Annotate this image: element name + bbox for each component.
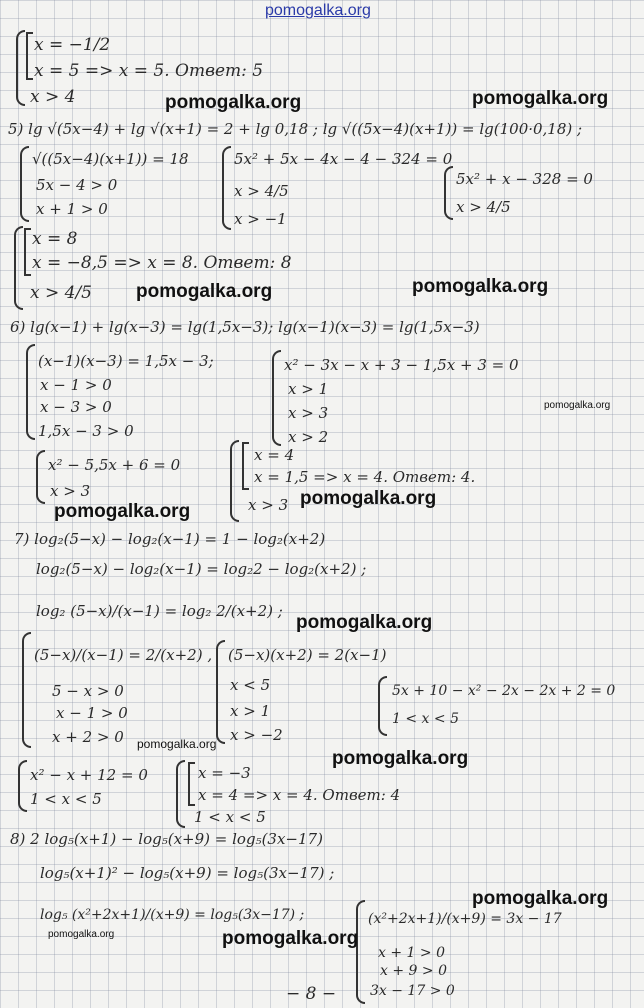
system-brace xyxy=(356,900,365,1004)
watermark: pomogalka.org xyxy=(48,929,115,940)
equation-line: (5−x)/(x−1) = 2/(x+2) , xyxy=(34,646,213,664)
problem-8-statement: 8) 2 log₅(x+1) − log₅(x+9) = log₅(3x−17) xyxy=(10,830,323,848)
equation-line: x > 3 xyxy=(288,404,329,422)
system-brace xyxy=(378,676,387,736)
watermark: pomogalka.org xyxy=(165,92,302,113)
watermark: pomogalka.org xyxy=(544,400,611,411)
equation-line: 5x + 10 − x² − 2x − 2x + 2 = 0 xyxy=(392,683,616,699)
system-brace xyxy=(216,640,225,744)
equation-line: 3x − 17 > 0 xyxy=(370,983,455,999)
system-brace xyxy=(36,450,45,504)
system-brace xyxy=(222,146,231,230)
watermark: pomogalka.org xyxy=(472,888,609,909)
watermark: pomogalka.org xyxy=(137,737,217,751)
page-number: − 8 − xyxy=(286,984,337,1004)
equation-line: 1 < x < 5 xyxy=(30,790,102,808)
watermark: pomogalka.org xyxy=(472,88,609,109)
equation-line: x > 4/5 xyxy=(234,182,289,200)
system-brace xyxy=(444,166,453,220)
equation-line: x − 1 > 0 xyxy=(40,376,112,394)
system-brace xyxy=(26,344,35,440)
equation-line: x = −1/2 xyxy=(34,35,111,55)
equation-line: x > 3 xyxy=(50,482,91,500)
system-brace xyxy=(272,350,281,446)
header-link[interactable]: pomogalka.org xyxy=(265,2,371,19)
equation-line: x > 4/5 xyxy=(30,283,92,303)
equation-line: x = 8 xyxy=(32,229,78,249)
equation-line: 1 < x < 5 xyxy=(392,711,459,727)
problem-7-statement: 7) log₂(5−x) − log₂(x−1) = 1 − log₂(x+2) xyxy=(14,530,326,548)
equation-line: x > 3 xyxy=(248,496,289,514)
equation-line: (x²+2x+1)/(x+9) = 3x − 17 xyxy=(368,911,562,927)
equation-line: x + 1 > 0 xyxy=(378,945,445,961)
equation-line: x² − x + 12 = 0 xyxy=(30,766,148,784)
set-bracket xyxy=(242,442,249,490)
equation-line: (x−1)(x−3) = 1,5x − 3; xyxy=(38,352,214,370)
equation-line: log₂(5−x) − log₂(x−1) = log₂2 − log₂(x+2) ; xyxy=(36,560,367,578)
equation-line: 5x² + 5x − 4x − 4 − 324 = 0 xyxy=(234,150,453,168)
equation-line: (5−x)(x+2) = 2(x−1) xyxy=(228,646,387,664)
system-brace xyxy=(18,760,27,812)
equation-line: log₅(x+1)² − log₅(x+9) = log₅(3x−17) ; xyxy=(40,864,335,882)
set-bracket xyxy=(188,762,195,806)
equation-line: x − 1 > 0 xyxy=(56,704,128,722)
equation-line: x = −8,5 => x = 8. Ответ: 8 xyxy=(32,253,292,273)
equation-line: √((5x−4)(x+1)) = 18 xyxy=(32,150,189,168)
set-bracket xyxy=(26,32,33,80)
equation-line: x > −2 xyxy=(230,726,283,744)
watermark: pomogalka.org xyxy=(222,928,359,949)
watermark: pomogalka.org xyxy=(136,281,273,302)
equation-line: 5x − 4 > 0 xyxy=(36,176,118,194)
equation-line: x = 4 => x = 4. Ответ: 4 xyxy=(198,786,401,804)
equation-line: x < 5 xyxy=(230,676,271,694)
system-brace xyxy=(14,226,23,310)
equation-line: x > 1 xyxy=(230,702,271,720)
equation-line: log₅ (x²+2x+1)/(x+9) = log₅(3x−17) ; xyxy=(40,907,305,923)
system-brace xyxy=(176,760,185,828)
equation-line: x = 5 => x = 5. Ответ: 5 xyxy=(34,61,264,81)
watermark: pomogalka.org xyxy=(412,276,549,297)
equation-line: x > 2 xyxy=(288,428,329,446)
equation-line: x − 3 > 0 xyxy=(40,398,112,416)
system-brace xyxy=(16,30,25,106)
equation-line: x = 1,5 => x = 4. Ответ: 4. xyxy=(254,468,476,486)
equation-line: x + 1 > 0 xyxy=(36,200,108,218)
equation-line: x = −3 xyxy=(198,764,251,782)
equation-line: 5 − x > 0 xyxy=(52,682,124,700)
system-brace xyxy=(230,440,239,522)
equation-line: 1 < x < 5 xyxy=(194,808,266,826)
watermark: pomogalka.org xyxy=(54,501,191,522)
equation-line: x² − 5,5x + 6 = 0 xyxy=(48,456,181,474)
watermark: pomogalka.org xyxy=(300,488,437,509)
equation-line: 5x² + x − 328 = 0 xyxy=(456,170,593,188)
equation-line: x² − 3x − x + 3 − 1,5x + 3 = 0 xyxy=(284,356,519,374)
equation-line: log₂ (5−x)/(x−1) = log₂ 2/(x+2) ; xyxy=(36,602,283,620)
equation-line: x > −1 xyxy=(234,210,287,228)
system-brace xyxy=(22,632,31,748)
system-brace xyxy=(20,146,29,222)
problem-5-statement: 5) lg √(5x−4) + lg √(x+1) = 2 + lg 0,18 ; lg √((5x−4)(x+1)) = lg(100·0,18) ; xyxy=(8,120,583,138)
problem-6-statement: 6) lg(x−1) + lg(x−3) = lg(1,5x−3); lg(x−1)(x−3) = lg(1,5x−3) xyxy=(10,318,480,336)
equation-line: x = 4 xyxy=(254,446,295,464)
equation-line: x + 2 > 0 xyxy=(52,728,124,746)
equation-line: x > 4/5 xyxy=(456,198,511,216)
equation-line: x > 1 xyxy=(288,380,329,398)
watermark: pomogalka.org xyxy=(332,748,469,769)
watermark: pomogalka.org xyxy=(296,612,433,633)
equation-line: 1,5x − 3 > 0 xyxy=(38,422,134,440)
equation-line: x + 9 > 0 xyxy=(380,963,447,979)
equation-line: x > 4 xyxy=(30,87,76,107)
set-bracket xyxy=(24,228,31,276)
